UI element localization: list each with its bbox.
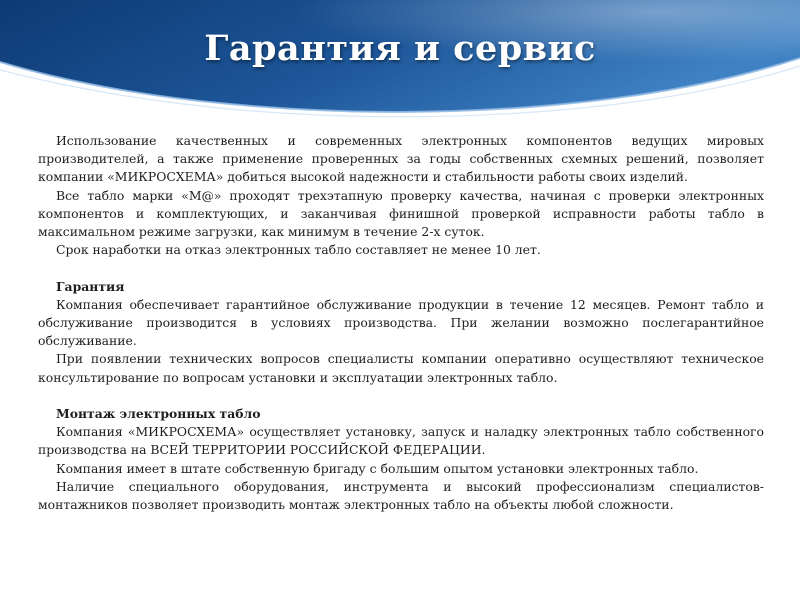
intro-paragraph: Использование качественных и современных электронных компонентов ведущих мировых производителей, а также применение проверенных за годы собственных схемных решений, позволяет компании «МИКРОСХЕМА» добиться высокой надежности и стабильности работы своих изделий. xyxy=(38,133,764,185)
warranty-heading: Гарантия xyxy=(56,278,125,294)
intro-paragraph: Срок наработки на отказ электронных табло составляет не менее 10 лет. xyxy=(56,242,541,258)
warranty-paragraph: При появлении технических вопросов специалисты компании оперативно осуществляют техническое консультирование по вопросам установки и эксплуатации электронных табло. xyxy=(38,351,764,385)
installation-paragraph: Компания имеет в штате собственную бригаду с большим опытом установки электронных табло. xyxy=(56,460,699,476)
installation-paragraph: Наличие специального оборудования, инструмента и высокий профессионализм специалистов-монтажников позволяет производить монтаж электронных табло на объекты любой сложности. xyxy=(38,478,764,513)
installation-heading: Монтаж электронных табло xyxy=(56,406,261,422)
slide-title: Гарантия и сервис xyxy=(204,28,596,69)
slide-body xyxy=(38,132,764,514)
warranty-paragraph: Компания обеспечивает гарантийное обслуживание продукции в течение 12 месяцев. Ремонт табло и обслуживание производится в условиях производства. При желании возможно послегарантийное обслуживание. xyxy=(38,296,764,349)
slide-header xyxy=(0,0,800,125)
installation-paragraph: Компания «МИКРОСХЕМА» осуществляет установку, запуск и наладку электронных табло собственного производства на ВСЕЙ ТЕРРИТОРИИ РОССИЙСКОЙ ФЕДЕРАЦИИ. xyxy=(38,424,764,458)
intro-paragraph: Все табло марки «М@» проходят трехэтапную проверку качества, начиная с проверки электронных компонентов и комплектующих, и заканчивая финишной проверкой исправности работы табло в максимальном режиме загрузки, как минимум в течение 2-х суток. xyxy=(38,187,764,240)
